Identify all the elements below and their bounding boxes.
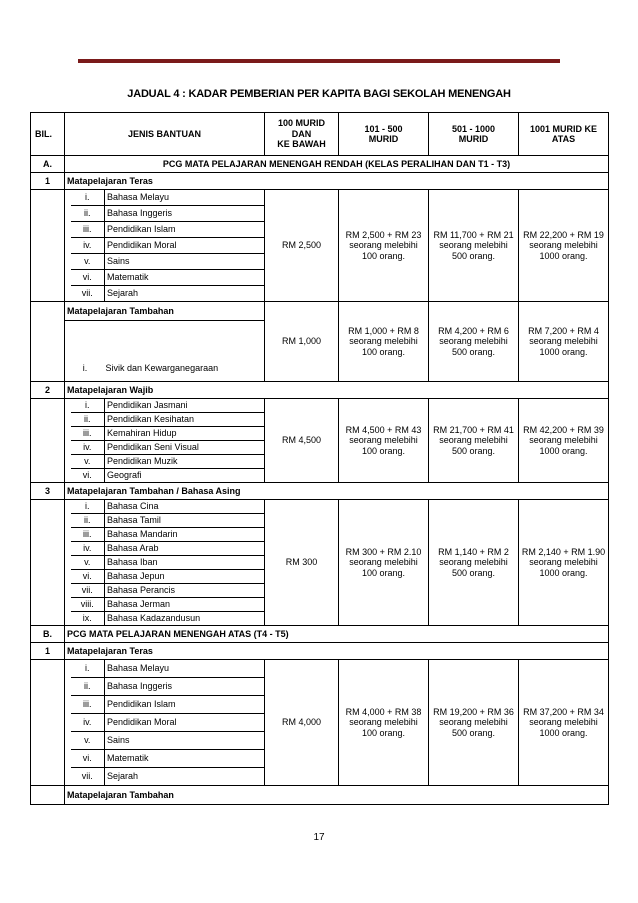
rate-100: RM 4,500: [265, 399, 339, 483]
page-number: 17: [313, 832, 325, 843]
item-number: iv.: [71, 441, 105, 455]
item-label: Bahasa Arab: [105, 542, 265, 556]
header-100: [265, 113, 339, 156]
item-number: ii.: [71, 678, 105, 696]
a1b-item-text: Sivik dan Kewarganegaraan: [105, 362, 219, 373]
per-capita-table: [30, 112, 609, 805]
table-title: JADUAL 4 : KADAR PEMBERIAN PER KAPITA BAGI SEKOLAH MENENGAH: [127, 88, 511, 100]
item-label: Matematik: [105, 270, 265, 286]
rate-101: RM 300 + RM 2.10 seorang melebihi 100 orang.: [339, 500, 429, 626]
a1b-rate-100: RM 1,000: [265, 302, 339, 382]
item-label: Geografi: [105, 469, 265, 483]
header-1001-line2: ATAS: [551, 134, 576, 144]
b1b-title-row: [31, 786, 609, 805]
item-label: Bahasa Inggeris: [105, 206, 265, 222]
item-number: vi.: [71, 469, 105, 483]
a1b-item: [65, 321, 265, 382]
b1-number: 1: [31, 643, 65, 660]
item-label: Kemahiran Hidup: [105, 427, 265, 441]
item-label: Bahasa Inggeris: [105, 678, 265, 696]
item-number: i.: [71, 399, 105, 413]
list-item: [31, 190, 609, 206]
item-label: Pendidikan Moral: [105, 238, 265, 254]
item-number: v.: [71, 556, 105, 570]
item-label: Bahasa Tamil: [105, 514, 265, 528]
item-label: Pendidikan Seni Visual: [105, 441, 265, 455]
b1-title-row: [31, 643, 609, 660]
header-501: [429, 113, 519, 156]
item-label: Pendidikan Jasmani: [105, 399, 265, 413]
list-item: [31, 399, 609, 413]
row-blank: [31, 500, 65, 626]
item-label: Bahasa Mandarin: [105, 528, 265, 542]
item-number: vii.: [71, 584, 105, 598]
header-bil: BIL.: [31, 113, 65, 156]
b1-title: Matapelajaran Teras: [65, 643, 609, 660]
item-number: i.: [71, 500, 105, 514]
item-number: iii.: [71, 696, 105, 714]
a2-items: [31, 399, 609, 483]
item-label: Pendidikan Moral: [105, 714, 265, 732]
header-jenis: JENIS BANTUAN: [65, 113, 265, 156]
item-number: v.: [71, 254, 105, 270]
a1b-rate-101: RM 1,000 + RM 8 seorang melebihi 100 orang.: [339, 302, 429, 382]
rate-101: RM 4,500 + RM 43 seorang melebihi 100 orang.: [339, 399, 429, 483]
row-blank: [31, 660, 65, 786]
item-label: Bahasa Jepun: [105, 570, 265, 584]
list-item: [31, 500, 609, 514]
item-number: vi.: [71, 270, 105, 286]
rate-101: RM 4,000 + RM 38 seorang melebihi 100 orang.: [339, 660, 429, 786]
header-100-line1: 100 MURID: [278, 118, 326, 129]
item-number: ii.: [71, 514, 105, 528]
a3-items: [31, 500, 609, 626]
a1b-blank: [31, 302, 65, 382]
item-label: Bahasa Melayu: [105, 190, 265, 206]
item-label: Pendidikan Kesihatan: [105, 413, 265, 427]
section-b-title: PCG MATA PELAJARAN MENENGAH ATAS (T4 - T5): [65, 626, 609, 643]
item-label: Bahasa Perancis: [105, 584, 265, 598]
section-a-label: A.: [31, 156, 65, 173]
item-number: ix.: [71, 612, 105, 626]
a1b-item-num: i.: [82, 362, 88, 373]
b1-items: [31, 660, 609, 786]
section-b-row: [31, 626, 609, 643]
rate-501: RM 11,700 + RM 21 seorang melebihi 500 orang.: [429, 190, 519, 302]
rate-101: RM 2,500 + RM 23 seorang melebihi 100 orang.: [339, 190, 429, 302]
a2-title-row: [31, 382, 609, 399]
row-blank: [31, 190, 65, 302]
a3-title-row: [31, 483, 609, 500]
item-number: vi.: [71, 750, 105, 768]
item-number: vii.: [71, 286, 105, 302]
header-501-line2: MURID: [458, 134, 489, 144]
a2-number: 2: [31, 382, 65, 399]
item-label: Sains: [105, 732, 265, 750]
header-row: [31, 113, 609, 156]
item-number: vii.: [71, 768, 105, 786]
header-1001: [519, 113, 609, 156]
item-label: Bahasa Kadazandusun: [105, 612, 265, 626]
section-b-label: B.: [31, 626, 65, 643]
item-number: iv.: [71, 714, 105, 732]
item-label: Sains: [105, 254, 265, 270]
header-rule: [78, 59, 560, 63]
item-number: viii.: [71, 598, 105, 612]
item-label: Bahasa Cina: [105, 500, 265, 514]
item-number: ii.: [71, 413, 105, 427]
item-label: Bahasa Iban: [105, 556, 265, 570]
rate-100: RM 2,500: [265, 190, 339, 302]
item-number: i.: [71, 190, 105, 206]
item-number: v.: [71, 455, 105, 469]
item-label: Pendidikan Muzik: [105, 455, 265, 469]
a1-items: [31, 190, 609, 302]
header-100-line3: KE BAWAH: [277, 139, 326, 150]
header-101-line2: MURID: [368, 134, 399, 144]
b1b-title: Matapelajaran Tambahan: [65, 786, 609, 805]
header-501-line1: 501 - 1000: [451, 123, 496, 134]
rate-501: RM 21,700 + RM 41 seorang melebihi 500 orang.: [429, 399, 519, 483]
header-1001-line1: 1001 MURID KE: [530, 123, 598, 134]
item-number: i.: [71, 660, 105, 678]
row-blank: [31, 399, 65, 483]
a3-title: Matapelajaran Tambahan / Bahasa Asing: [65, 483, 609, 500]
item-label: Pendidikan Islam: [105, 222, 265, 238]
a1-number: 1: [31, 173, 65, 190]
a1b-rate-501: RM 4,200 + RM 6 seorang melebihi 500 orang.: [429, 302, 519, 382]
header-101: [339, 113, 429, 156]
rate-1001: RM 2,140 + RM 1.90 seorang melebihi 1000 orang.: [519, 500, 609, 626]
item-number: vi.: [71, 570, 105, 584]
rate-100: RM 4,000: [265, 660, 339, 786]
item-label: Bahasa Jerman: [105, 598, 265, 612]
a1b-title-row: [31, 302, 609, 321]
item-label: Sejarah: [105, 286, 265, 302]
item-number: iv.: [71, 238, 105, 254]
header-100-line2: DAN: [291, 128, 312, 139]
item-number: iii.: [71, 427, 105, 441]
item-label: Pendidikan Islam: [105, 696, 265, 714]
rate-501: RM 19,200 + RM 36 seorang melebihi 500 orang.: [429, 660, 519, 786]
item-number: iv.: [71, 542, 105, 556]
item-label: Matematik: [105, 750, 265, 768]
a3-number: 3: [31, 483, 65, 500]
rate-100: RM 300: [265, 500, 339, 626]
a1-title-row: [31, 173, 609, 190]
a1b-rate-1001: RM 7,200 + RM 4 seorang melebihi 1000 orang.: [519, 302, 609, 382]
header-101-line1: 101 - 500: [364, 123, 403, 134]
section-a-row: [31, 156, 609, 173]
b1b-blank: [31, 786, 65, 805]
rate-1001: RM 22,200 + RM 19 seorang melebihi 1000 orang.: [519, 190, 609, 302]
list-item: [31, 660, 609, 678]
a2-title: Matapelajaran Wajib: [65, 382, 609, 399]
rate-501: RM 1,140 + RM 2 seorang melebihi 500 orang.: [429, 500, 519, 626]
rate-1001: RM 37,200 + RM 34 seorang melebihi 1000 orang.: [519, 660, 609, 786]
section-a-title: PCG MATA PELAJARAN MENENGAH RENDAH (KELAS PERALIHAN DAN T1 - T3): [65, 156, 609, 173]
item-number: ii.: [71, 206, 105, 222]
item-label: Sejarah: [105, 768, 265, 786]
item-number: iii.: [71, 528, 105, 542]
item-label: Bahasa Melayu: [105, 660, 265, 678]
item-number: iii.: [71, 222, 105, 238]
a1b-title: Matapelajaran Tambahan: [65, 302, 265, 321]
a1-title: Matapelajaran Teras: [65, 173, 609, 190]
rate-1001: RM 42,200 + RM 39 seorang melebihi 1000 orang.: [519, 399, 609, 483]
item-number: v.: [71, 732, 105, 750]
